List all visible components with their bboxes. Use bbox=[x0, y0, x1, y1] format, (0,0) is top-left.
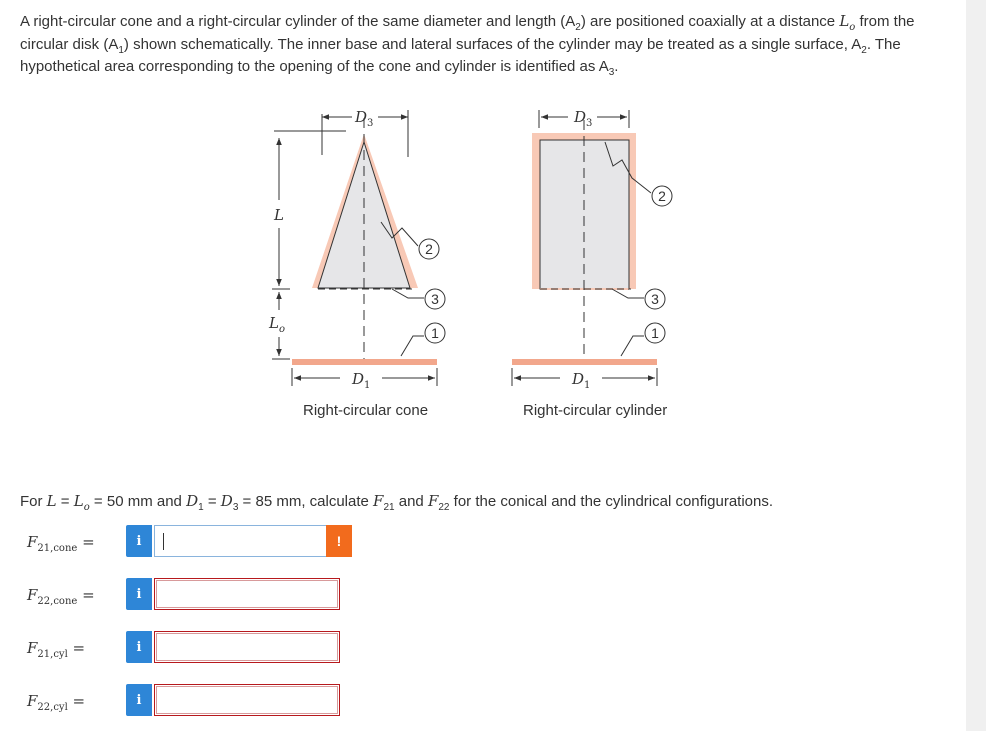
cone-diagram bbox=[268, 108, 445, 391]
warning-button[interactable]: ! bbox=[326, 525, 352, 557]
info-button[interactable]: i bbox=[126, 578, 152, 610]
cone-d1-label: $D_1$ bbox=[352, 370, 371, 391]
svg-text:2: 2 bbox=[425, 241, 433, 257]
info-button[interactable]: i bbox=[126, 631, 152, 663]
cone-d3-label: $D_3$ bbox=[355, 108, 374, 129]
info-button[interactable]: i bbox=[126, 684, 152, 716]
svg-text:3: 3 bbox=[651, 291, 659, 307]
cylinder-d3-label: $D_3$ bbox=[574, 108, 593, 129]
cylinder-d1-label: $D_1$ bbox=[572, 370, 591, 391]
f21-cone-input[interactable] bbox=[154, 525, 333, 557]
cylinder-caption: Right-circular cylinder bbox=[523, 402, 668, 419]
cylinder-diagram bbox=[512, 108, 672, 391]
svg-text:1: 1 bbox=[431, 325, 439, 341]
cylinder-disk bbox=[512, 359, 657, 365]
answer-label-f22-cyl: $F_{22,cyl}$ = bbox=[27, 692, 86, 713]
svg-text:2: 2 bbox=[658, 188, 666, 204]
cone-caption: Right-circular cone bbox=[303, 402, 429, 419]
answer-label-f21-cone: $F_{21,cone}$ = bbox=[27, 533, 95, 554]
answer-label-f22-cone: $F_{22,cone}$ = bbox=[27, 586, 95, 607]
l-label: L bbox=[274, 206, 284, 224]
svg-text:3: 3 bbox=[431, 291, 439, 307]
f22-cyl-input[interactable] bbox=[154, 684, 340, 716]
answer-label-f21-cyl: $F_{21,cyl}$ = bbox=[27, 639, 86, 660]
problem-statement: A right-circular cone and a right-circular cylinder of the same diameter and length $(A_2)$ are positioned coaxially at a distance $L_o$ from the circular disk $(A_1)$ shown schematically. The inner base and lateral surfaces of the cylinder may be treated as a single surface, $A_2$. The hypothetical area corresponding to the opening of the cone and cylinder is identified as $A_3$. bbox=[20, 12, 915, 78]
cone-disk bbox=[292, 359, 437, 365]
svg-text:1: 1 bbox=[651, 325, 659, 341]
text-caret bbox=[163, 533, 164, 550]
lo-label: $L_o$ bbox=[269, 314, 285, 335]
f22-cone-input[interactable] bbox=[154, 578, 340, 610]
info-button[interactable]: i bbox=[126, 525, 152, 557]
question-text: For $L = L_o = 50$ mm and $D_1 = D_3 = 85$ mm, calculate $F_{21}$ and $F_{22}$ for the conical and the cylindrical configurations. bbox=[20, 492, 774, 513]
f21-cyl-input[interactable] bbox=[154, 631, 340, 663]
